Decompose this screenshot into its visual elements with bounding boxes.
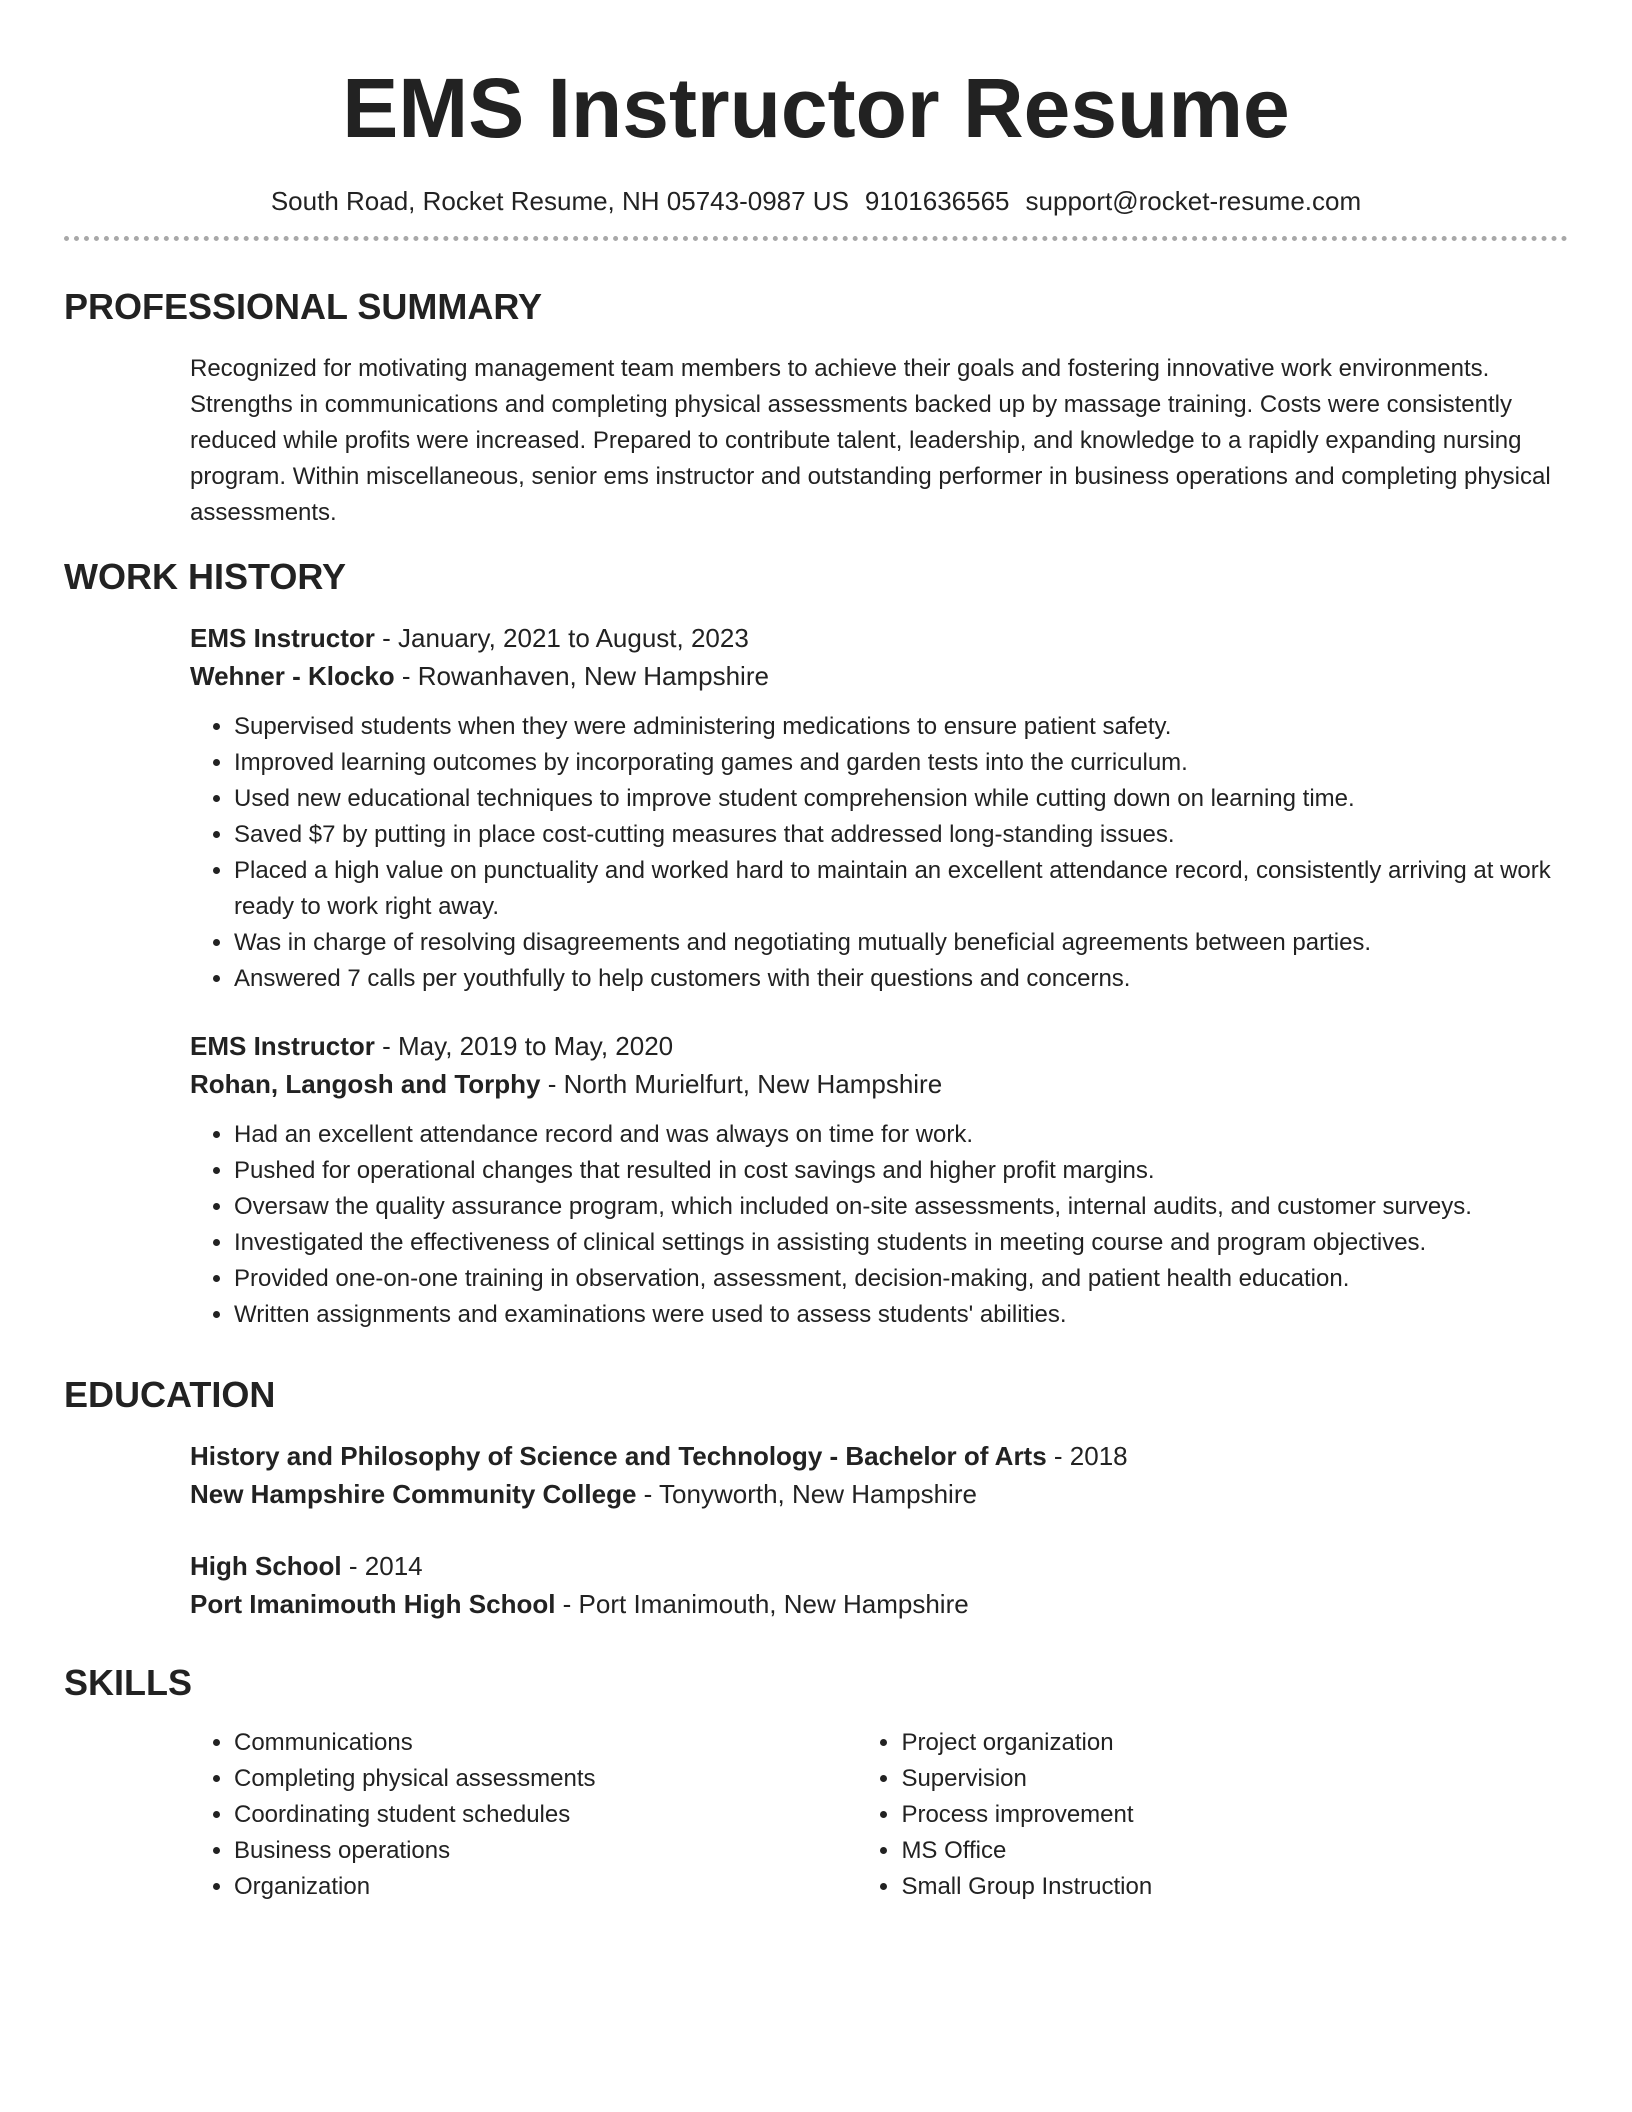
skill-item: • Communications	[234, 1725, 857, 1761]
skill-item: • Business operations	[234, 1833, 857, 1869]
list-item: • Was in charge of resolving disagreements and negotiating mutually beneficial agreements between parties.	[234, 925, 1568, 961]
skill-item: • Coordinating student schedules	[234, 1797, 857, 1833]
school-line	[190, 1475, 1568, 1513]
job-title-line	[190, 1027, 1568, 1065]
school-location: - Tonyworth, New Hampshire	[636, 1479, 977, 1509]
job-title: EMS Instructor	[190, 1031, 375, 1061]
summary-text: Recognized for motivating management team members to achieve their goals and fostering innovative work environments. Strengths in communications and completing physical assessments backed up by massage training. Costs were consistently reduced while profits were increased. Prepared to contribute talent, leadership, and knowledge to a rapidly expanding nursing program. Within miscellaneous, senior ems instructor and outstanding performer in business operations and completing physical assessments.	[190, 355, 1551, 526]
degree-year: - 2014	[341, 1551, 423, 1581]
list-item: • Pushed for operational changes that resulted in cost savings and higher profit margins.	[234, 1153, 1568, 1189]
degree-line	[190, 1437, 1568, 1475]
school-line	[190, 1585, 1568, 1623]
list-item: • Saved $7 by putting in place cost-cutting measures that addressed long-standing issues.	[234, 817, 1568, 853]
skills-list-right	[857, 1725, 1568, 1905]
list-item: • Provided one-on-one training in observation, assessment, decision-making, and patient health education.	[234, 1261, 1568, 1297]
summary-heading: PROFESSIONAL SUMMARY	[64, 286, 543, 327]
skill-item: • Organization	[234, 1869, 857, 1905]
job-dates: - January, 2021 to August, 2023	[374, 623, 749, 653]
degree: History and Philosophy of Science and Technology - Bachelor of Arts	[190, 1441, 1047, 1471]
job-entry	[190, 1027, 1568, 1333]
job-bullets	[190, 709, 1568, 997]
degree-line	[190, 1547, 1568, 1585]
job-entry	[190, 619, 1568, 997]
school-location: - Port Imanimouth, New Hampshire	[555, 1589, 969, 1619]
contact-email: support@rocket-resume.com	[1025, 186, 1362, 216]
list-item: • Improved learning outcomes by incorporating games and garden tests into the curriculum.	[234, 745, 1568, 781]
list-item: • Used new educational techniques to improve student comprehension while cutting down on learning time.	[234, 781, 1568, 817]
list-item: • Oversaw the quality assurance program, which included on-site assessments, internal audits, and customer surveys.	[234, 1189, 1568, 1225]
degree-year: - 2018	[1046, 1441, 1128, 1471]
header-divider	[64, 236, 1568, 241]
job-location: - North Murielfurt, New Hampshire	[540, 1069, 943, 1099]
skill-item: • Small Group Instruction	[901, 1869, 1568, 1905]
list-item: • Had an excellent attendance record and was always on time for work.	[234, 1117, 1568, 1153]
skill-item: • Project organization	[901, 1725, 1568, 1761]
contact-line	[64, 184, 1568, 218]
list-item: • Supervised students when they were administering medications to ensure patient safety.	[234, 709, 1568, 745]
contact-phone: 9101636565	[864, 186, 1010, 216]
contact-address: South Road, Rocket Resume, NH 05743-0987 US	[270, 186, 849, 216]
skills-columns	[190, 1725, 1568, 1905]
skill-item: • Process improvement	[901, 1797, 1568, 1833]
degree: High School	[190, 1551, 342, 1581]
resume-title: EMS Instructor Resume	[342, 61, 1290, 155]
job-company: Rohan, Langosh and Torphy	[190, 1069, 541, 1099]
skills-heading: SKILLS	[64, 1662, 193, 1703]
list-item: • Investigated the effectiveness of clinical settings in assisting students in meeting course and program objectives.	[234, 1225, 1568, 1261]
job-title-line	[190, 619, 1568, 657]
skill-item: • Supervision	[901, 1761, 1568, 1797]
education-entry	[190, 1437, 1568, 1513]
list-item: • Placed a high value on punctuality and worked hard to maintain an excellent attendance record, consistently arriving at work ready to work right away.	[234, 853, 1568, 925]
list-item: • Written assignments and examinations were used to assess students' abilities.	[234, 1297, 1568, 1333]
school: Port Imanimouth High School	[190, 1589, 556, 1619]
job-location: - Rowanhaven, New Hampshire	[394, 661, 769, 691]
work-history-heading: WORK HISTORY	[64, 556, 347, 597]
job-company-line	[190, 657, 1568, 695]
school: New Hampshire Community College	[190, 1479, 637, 1509]
list-item: • Answered 7 calls per youthfully to help customers with their questions and concerns.	[234, 961, 1568, 997]
job-bullets	[190, 1117, 1568, 1333]
job-company-line	[190, 1065, 1568, 1103]
skill-item: • MS Office	[901, 1833, 1568, 1869]
skills-list-left	[190, 1725, 857, 1905]
job-title: EMS Instructor	[190, 623, 375, 653]
education-entry	[190, 1547, 1568, 1623]
job-company: Wehner - Klocko	[190, 661, 395, 691]
job-dates: - May, 2019 to May, 2020	[374, 1031, 674, 1061]
education-heading: EDUCATION	[64, 1374, 276, 1415]
skill-item: • Completing physical assessments	[234, 1761, 857, 1797]
resume-page	[64, 0, 1568, 1905]
